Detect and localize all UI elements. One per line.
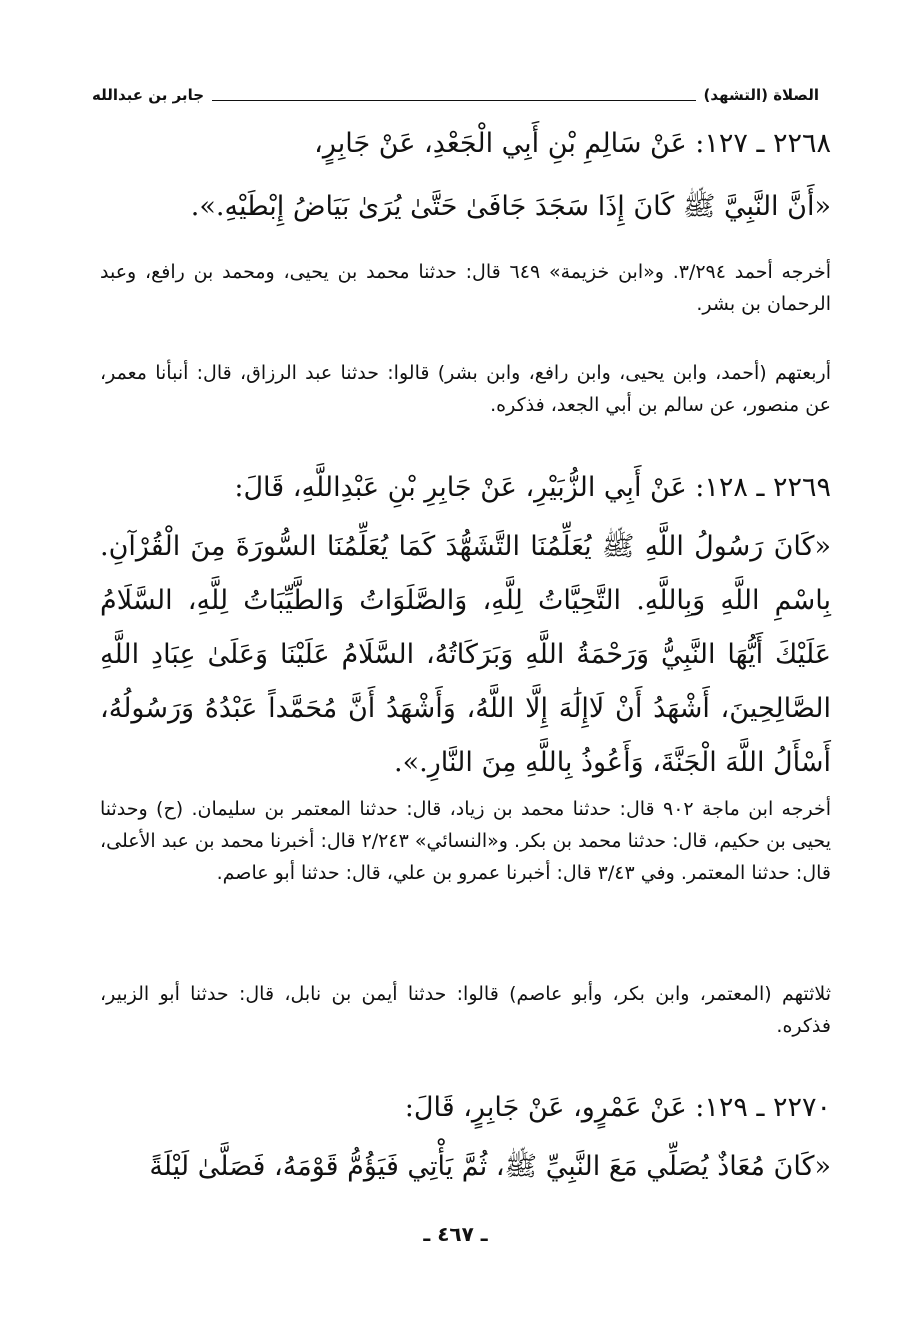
narrator-name: جابر بن عبدالله [92, 86, 205, 104]
hadith-2268-source-2: أربعتهم (أحمد، وابن يحيى، وابن رافع، وابن بشر) قالوا: حدثنا عبد الرزاق، قال: أنبأنا معمر، عن منصور، عن سالم بن أبي الجعد، فذكره. [100, 362, 831, 416]
page-number: ـ ٤٦٧ ـ [423, 1222, 488, 1246]
hadith-2268-heading: ٢٢٦٨ ـ ١٢٧: عَنْ سَالِمِ بْنِ أَبِي الْجَعْدِ، عَنْ جَابِرٍ، [314, 128, 831, 159]
hadith-2268-text: «أَنَّ النَّبِيَّ ﷺ كَانَ إِذَا سَجَدَ جَافَىٰ حَتَّىٰ يُرَىٰ بَيَاضُ إِبْطَيْهِ.». [190, 191, 831, 222]
hadith-2268-source-1: أخرجه أحمد ٣/٢٩٤. و«ابن خزيمة» ٦٤٩ قال: حدثنا محمد بن يحيى، ومحمد بن رافع، وعبد الرحمان بن بشر. [100, 261, 831, 315]
chapter-title: الصلاة (التشهد) [703, 86, 819, 104]
hadith-2269-source-2: ثلاثتهم (المعتمر، وابن بكر، وأبو عاصم) قالوا: حدثنا أيمن بن نابل، قال: حدثنا أبو الزبير، فذكره. [100, 983, 831, 1037]
running-header [92, 80, 819, 110]
hadith-2270-text: «كَانَ مُعَاذٌ يُصَلِّي مَعَ النَّبِيِّ ﷺ، ثُمَّ يَأْتِي فَيَؤُمُّ قَوْمَهُ، فَصَلَّىٰ لَيْلَةً [149, 1151, 831, 1182]
hadith-2269-heading: ٢٢٦٩ ـ ١٢٨: عَنْ أَبِي الزُّبَيْرِ، عَنْ جَابِرِ بْنِ عَبْدِاللَّهِ، قَالَ: [234, 472, 831, 503]
hadith-2269-source-1: أخرجه ابن ماجة ٩٠٢ قال: حدثنا محمد بن زياد، قال: حدثنا المعتمر بن سليمان. (ح) وحدثنا يحيى بن حكيم، قال: حدثنا محمد بن بكر. و«النسائي» ٢/٢٤٣ قال: أخبرنا محمد بن عبد الأعلى، قال: حدثنا المعتمر. وفي ٣/٤٣ قال: أخبرنا عمرو بن علي، قال: حدثنا أبو عاصم. [100, 798, 831, 884]
header-rule [212, 90, 696, 101]
hadith-2269-text: «كَانَ رَسُولُ اللَّهِ ﷺ يُعَلِّمُنَا التَّشَهُّدَ كَمَا يُعَلِّمُنَا السُّورَةَ مِنَ الْقُرْآنِ. بِاسْمِ اللَّهِ وَبِاللَّهِ. التَّحِيَّاتُ لِلَّهِ، وَالصَّلَوَاتُ وَالطَّيِّبَاتُ لِلَّهِ، السَّلَامُ عَلَيْكَ أَيُّهَا النَّبِيُّ وَرَحْمَةُ اللَّهِ وَبَرَكَاتُهُ، السَّلَامُ عَلَيْنَا وَعَلَىٰ عِبَادِ اللَّهِ الصَّالِحِينَ، أَشْهَدُ أَنْ لَاإِلَٰهَ إِلَّا اللَّهُ، وَأَشْهَدُ أَنَّ مُحَمَّداً عَبْدُهُ وَرَسُولُهُ، أَسْأَلُ اللَّهَ الْجَنَّةَ، وَأَعُوذُ بِاللَّهِ مِنَ النَّارِ.». [100, 531, 831, 778]
hadith-2270-heading: ٢٢٧٠ ـ ١٢٩: عَنْ عَمْرٍو، عَنْ جَابِرٍ، قَالَ: [404, 1092, 831, 1123]
